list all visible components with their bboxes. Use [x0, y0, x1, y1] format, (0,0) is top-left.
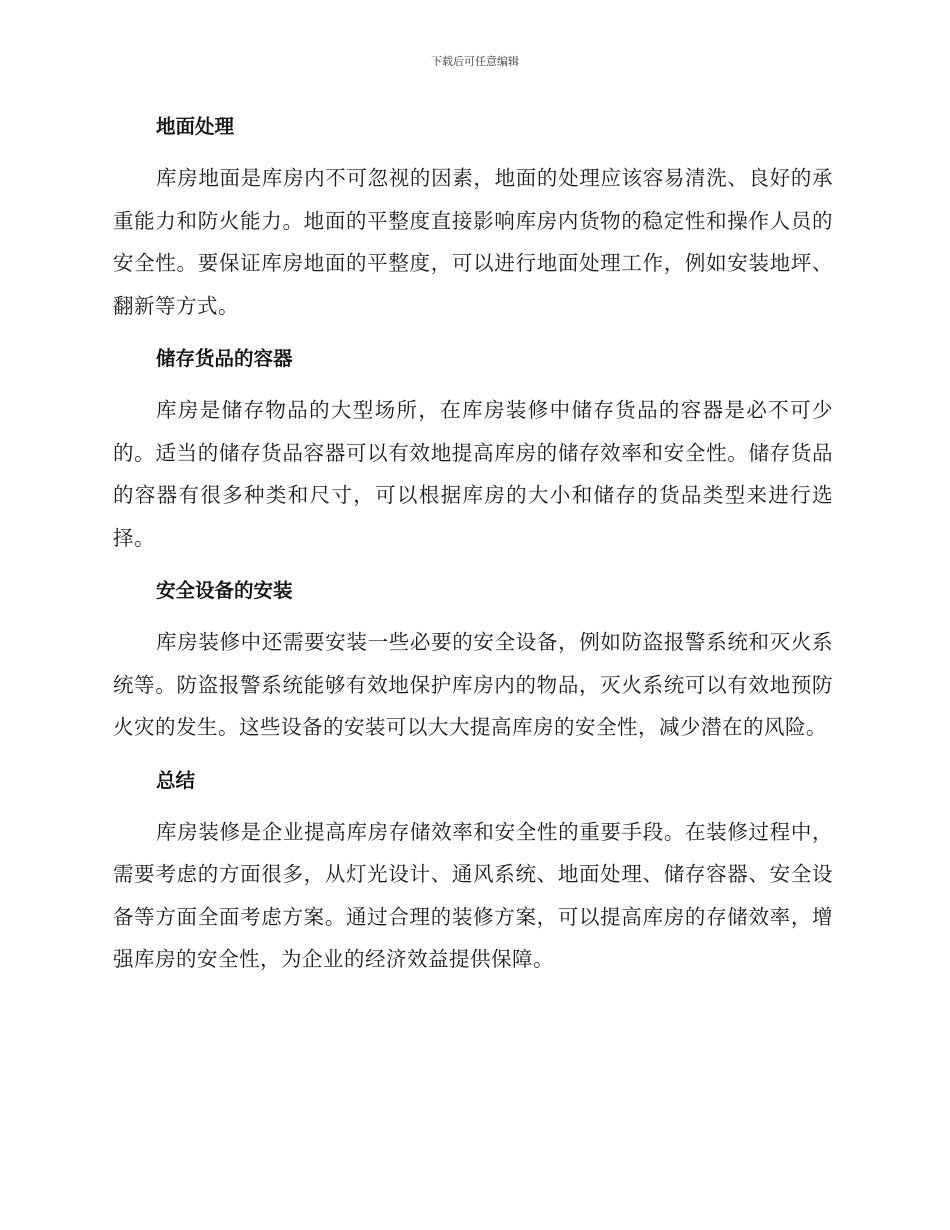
section-heading: 储存货品的容器 [156, 347, 293, 370]
section-paragraph: 库房地面是库房内不可忽视的因素，地面的处理应该容易清洗、良好的承重能力和防火能力。地面的平整度直接影响库房内货物的稳定性和操作人员的安全性。要保证库房地面的平整度，可以进行地面处理工作，例如安装地坪、翻新等方式。 [113, 166, 833, 318]
section-floor-treatment [113, 108, 833, 327]
page-header-note: 下载后可任意编辑 [431, 55, 519, 68]
section-heading: 地面处理 [156, 115, 235, 138]
section-summary [113, 762, 833, 981]
section-paragraph: 库房装修中还需要安装一些必要的安全设备，例如防盗报警系统和灭火系统等。防盗报警系统能够有效地保护库房内的物品，灭火系统可以有效地预防火灾的发生。这些设备的安装可以大大提高库房的安全性，减少潜在的风险。 [113, 630, 833, 739]
section-paragraph: 库房装修是企业提高库房存储效率和安全性的重要手段。在装修过程中，需要考虑的方面很多，从灯光设计、通风系统、地面处理、储存容器、安全设备等方面全面考虑方案。通过合理的装修方案，可以提高库房的存储效率，增强库房的安全性，为企业的经济效益提供保障。 [113, 819, 833, 971]
document-body [113, 108, 833, 994]
section-safety-equipment [113, 572, 833, 749]
section-heading: 安全设备的安装 [156, 579, 293, 602]
section-storage-containers [113, 340, 833, 559]
section-heading: 总结 [156, 768, 196, 792]
section-paragraph: 库房是储存物品的大型场所，在库房装修中储存货品的容器是必不可少的。适当的储存货品容器可以有效地提高库房的储存效率和安全性。储存货品的容器有很多种类和尺寸，可以根据库房的大小和储存的货品类型来进行选择。 [113, 398, 833, 550]
